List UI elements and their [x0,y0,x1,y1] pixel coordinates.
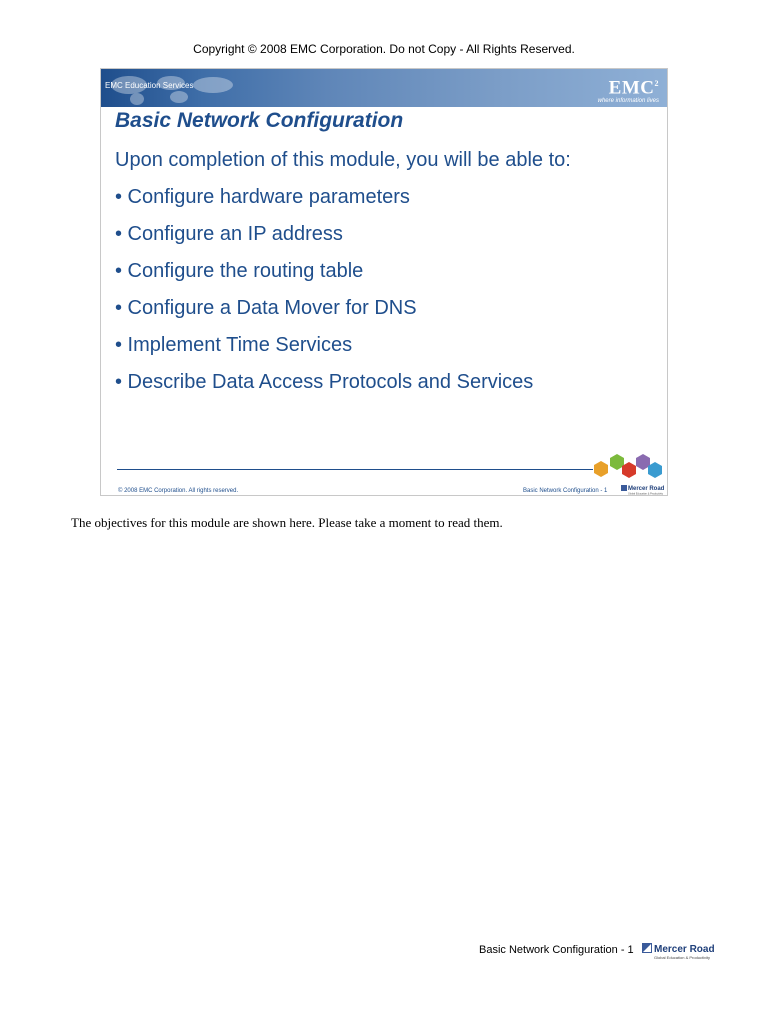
mercer-road-logo-small [621,484,667,496]
slide-thumbnail [100,68,668,496]
hexagon-shape [594,461,608,477]
page-footer-label: Basic Network Configuration - 1 [479,944,634,956]
slide-footer-page: Basic Network Configuration - 1 [523,488,608,494]
list-item: • Describe Data Access Protocols and Services [115,371,534,393]
mercer-name: Mercer Road [654,944,715,955]
emc-logo-word: EMC [608,77,655,99]
mercer-tagline: Global Education & Productivity [654,955,711,960]
mercer-name-small: Mercer Road [628,486,665,492]
hexagon-shape [610,454,624,470]
mercer-tagline-small: Global Education & Productivity [628,492,664,496]
slide-banner [101,69,667,107]
list-item: • Configure an IP address [115,223,343,245]
list-item: • Configure hardware parameters [115,186,410,208]
list-item: • Implement Time Services [115,334,353,356]
list-item: • Configure a Data Mover for DNS [115,297,417,319]
slide-footer-copyright: © 2008 EMC Corporation. All rights reserved. [118,488,239,494]
mercer-road-logo [642,941,720,961]
copyright-notice: Copyright © 2008 EMC Corporation. Do not Copy - All Rights Reserved. [193,42,575,56]
hexagon-graphic [591,453,667,483]
slide-caption: The objectives for this module are shown here. Please take a moment to read them. [71,515,503,530]
hexagon-shape [648,462,662,478]
objectives-list [115,186,533,408]
slide-intro: Upon completion of this module, you will be able to: [115,149,571,171]
emc-logo-tagline: where information lives [597,98,659,105]
slide-title: Basic Network Configuration [115,109,404,132]
hexagon-shape [636,454,650,470]
list-item: • Configure the routing table [115,260,364,282]
emc-logo [598,74,659,105]
slide-divider [117,469,593,470]
hexagon-shape [622,462,636,478]
emc-logo-superscript: 2 [654,79,659,88]
education-services-label: EMC Education Services [105,81,194,90]
